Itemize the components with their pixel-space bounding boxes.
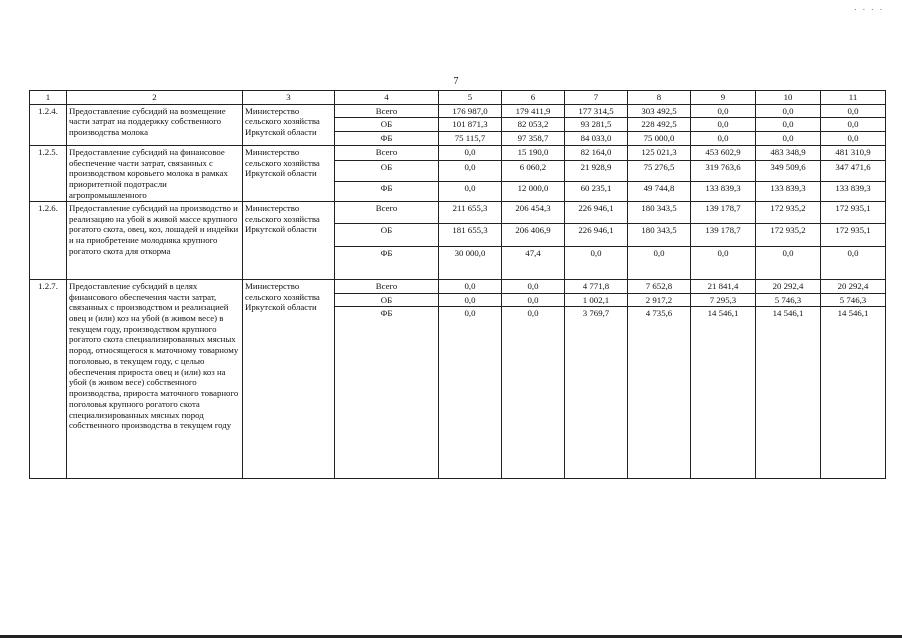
amount-cell: 97 358,7 [502,132,565,146]
amount-cell: 82 164,0 [565,145,628,160]
amount-cell: 4 735,6 [628,307,691,479]
responsible-agency: Министерство сельского хозяйства Иркутской области [243,279,335,478]
amount-cell: 0,0 [439,307,502,479]
bottom-rule [0,635,902,638]
funding-source: ФБ [335,181,439,201]
amount-cell: 172 935,2 [756,201,821,223]
corner-marks: . . . . [854,2,884,12]
amount-cell: 84 033,0 [565,132,628,146]
col-header: 2 [67,91,243,105]
page-number: 7 [453,76,459,87]
amount-cell: 0,0 [628,246,691,279]
amount-cell: 172 935,1 [821,201,886,223]
amount-cell: 0,0 [691,246,756,279]
col-header: 9 [691,91,756,105]
amount-cell: 319 763,6 [691,160,756,181]
table-row [30,104,886,118]
amount-cell: 226 946,1 [565,201,628,223]
amount-cell: 75 000,0 [628,132,691,146]
amount-cell: 93 281,5 [565,118,628,132]
amount-cell: 349 509,6 [756,160,821,181]
amount-cell: 20 292,4 [756,279,821,293]
funding-source: ОБ [335,223,439,246]
amount-cell: 0,0 [821,104,886,118]
amount-cell: 12 000,0 [502,181,565,201]
responsible-agency: Министерство сельского хозяйства Иркутской области [243,201,335,279]
item-description-text: Предоставление субсидий в целях финансового обеспечения части затрат, связанных с производством и реализацией овец и (или) коз на убой (в живом весе) в текущем году, производством крупного рогатого скота специализированных мясных пород, относящегося к маточному товарному поголовью, в текущем году, с целью обеспечения прироста овец и (или) коз на убой (в живом весе) собственного производства, прироста маточного товарного поголовья крупного рогатого скота специализированных мясных пород собственного производства в текущем году [69,280,239,431]
amount-cell: 21 841,4 [691,279,756,293]
amount-cell: 206 454,3 [502,201,565,223]
amount-cell: 14 546,1 [691,307,756,479]
amount-cell: 3 769,7 [565,307,628,479]
amount-cell: 75 115,7 [439,132,502,146]
item-number: 1.2.7. [30,279,67,478]
budget-table [29,90,886,479]
funding-source: Всего [335,201,439,223]
amount-cell: 180 343,5 [628,201,691,223]
item-number: 1.2.4. [30,104,67,145]
item-description [67,279,243,478]
amount-cell: 0,0 [691,104,756,118]
amount-cell: 47,4 [502,246,565,279]
funding-source: ФБ [335,246,439,279]
amount-cell: 133 839,3 [756,181,821,201]
funding-source: ОБ [335,118,439,132]
amount-cell: 125 021,3 [628,145,691,160]
amount-cell: 133 839,3 [821,181,886,201]
amount-cell: 21 928,9 [565,160,628,181]
amount-cell: 6 060,2 [502,160,565,181]
amount-cell: 0,0 [439,279,502,293]
col-header: 8 [628,91,691,105]
amount-cell: 75 276,5 [628,160,691,181]
col-header: 5 [439,91,502,105]
amount-cell: 0,0 [756,104,821,118]
col-header: 3 [243,91,335,105]
amount-cell: 181 655,3 [439,223,502,246]
funding-source: ОБ [335,160,439,181]
amount-cell: 30 000,0 [439,246,502,279]
table-row [30,201,886,223]
table-row [30,145,886,160]
col-header: 10 [756,91,821,105]
amount-cell: 303 492,5 [628,104,691,118]
amount-cell: 0,0 [439,181,502,201]
funding-source: ФБ [335,307,439,479]
amount-cell: 172 935,2 [756,223,821,246]
amount-cell: 211 655,3 [439,201,502,223]
amount-cell: 0,0 [756,246,821,279]
item-description [67,104,243,145]
amount-cell: 49 744,8 [628,181,691,201]
amount-cell: 0,0 [821,246,886,279]
amount-cell: 453 602,9 [691,145,756,160]
amount-cell: 5 746,3 [821,293,886,307]
amount-cell: 20 292,4 [821,279,886,293]
amount-cell: 179 411,9 [502,104,565,118]
col-header: 4 [335,91,439,105]
col-header: 7 [565,91,628,105]
col-header: 6 [502,91,565,105]
funding-source: ОБ [335,293,439,307]
col-header: 11 [821,91,886,105]
funding-source: Всего [335,279,439,293]
amount-cell: 0,0 [502,307,565,479]
amount-cell: 14 546,1 [756,307,821,479]
amount-cell: 0,0 [502,279,565,293]
item-description-text: Предоставление субсидий на производство и реализацию на убой в живой массе крупного рогатого скота, овец, коз, лошадей и индейки и на приобретение молодняка крупного рогатого скота для откорма [69,202,239,256]
amount-cell: 0,0 [439,293,502,307]
item-description-text: Предоставление субсидий на финансовое обеспечение части затрат, связанных с производством коровьего молока в рамках приоритетной подотрасли агропромышленного [69,146,228,200]
funding-source: Всего [335,104,439,118]
funding-source: Всего [335,145,439,160]
amount-cell: 180 343,5 [628,223,691,246]
amount-cell: 0,0 [565,246,628,279]
amount-cell: 0,0 [821,132,886,146]
amount-cell: 0,0 [756,118,821,132]
amount-cell: 226 946,1 [565,223,628,246]
amount-cell: 7 295,3 [691,293,756,307]
amount-cell: 206 406,9 [502,223,565,246]
item-description [67,145,243,201]
item-number: 1.2.5. [30,145,67,201]
amount-cell: 347 471,6 [821,160,886,181]
amount-cell: 172 935,1 [821,223,886,246]
table-row [30,279,886,293]
amount-cell: 483 348,9 [756,145,821,160]
amount-cell: 0,0 [502,293,565,307]
amount-cell: 481 310,9 [821,145,886,160]
amount-cell: 177 314,5 [565,104,628,118]
amount-cell: 82 053,2 [502,118,565,132]
responsible-agency: Министерство сельского хозяйства Иркутской области [243,145,335,201]
funding-source: ФБ [335,132,439,146]
amount-cell: 228 492,5 [628,118,691,132]
amount-cell: 0,0 [691,132,756,146]
amount-cell: 0,0 [439,145,502,160]
amount-cell: 0,0 [821,118,886,132]
amount-cell: 139 178,7 [691,201,756,223]
item-number: 1.2.6. [30,201,67,279]
amount-cell: 15 190,0 [502,145,565,160]
amount-cell: 4 771,8 [565,279,628,293]
item-description-text: Предоставление субсидий на возмещение части затрат на поддержку собственного производства молока [69,105,226,138]
amount-cell: 0,0 [439,160,502,181]
col-header: 1 [30,91,67,105]
amount-cell: 176 987,0 [439,104,502,118]
amount-cell: 1 002,1 [565,293,628,307]
amount-cell: 14 546,1 [821,307,886,479]
amount-cell: 101 871,3 [439,118,502,132]
amount-cell: 2 917,2 [628,293,691,307]
header-row [30,91,886,105]
amount-cell: 0,0 [756,132,821,146]
item-description [67,201,243,279]
amount-cell: 5 746,3 [756,293,821,307]
amount-cell: 133 839,3 [691,181,756,201]
responsible-agency: Министерство сельского хозяйства Иркутской области [243,104,335,145]
amount-cell: 7 652,8 [628,279,691,293]
amount-cell: 60 235,1 [565,181,628,201]
amount-cell: 0,0 [691,118,756,132]
amount-cell: 139 178,7 [691,223,756,246]
